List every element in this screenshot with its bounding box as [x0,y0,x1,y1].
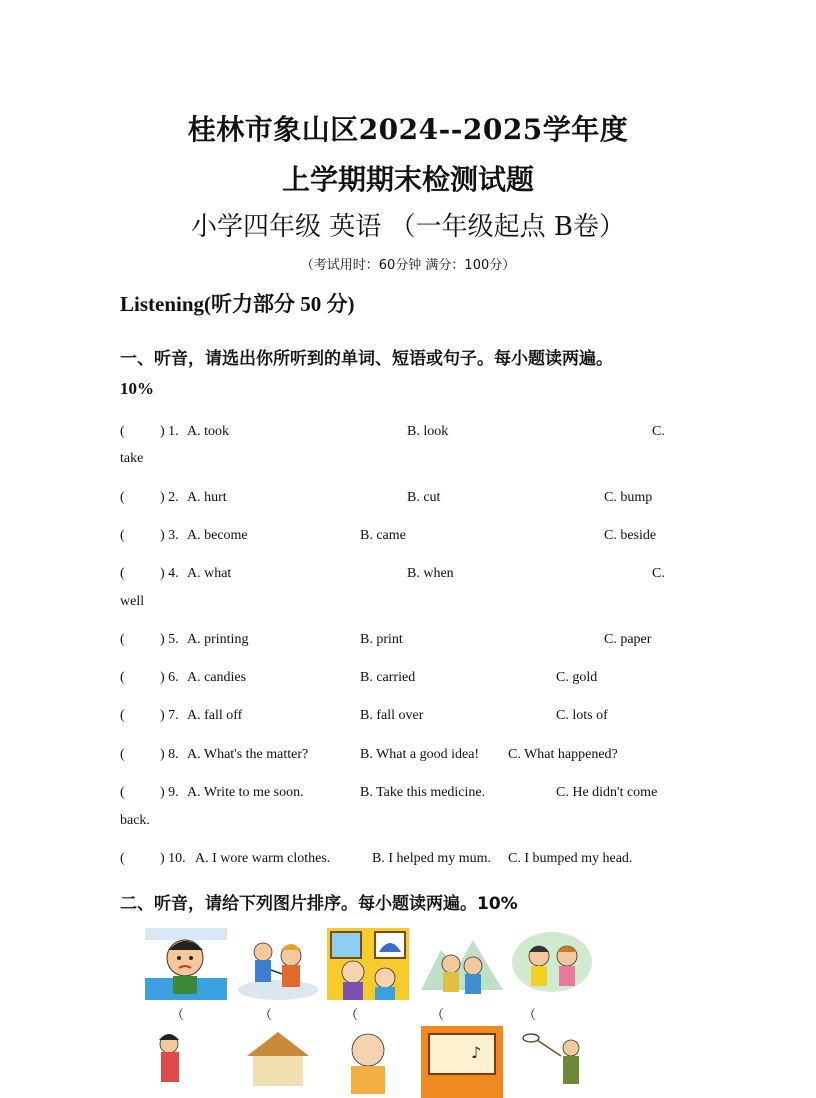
paren-open: ( [120,490,125,505]
option-c-wrap: well [120,594,145,609]
title-line-1: 桂林市象山区2024--2025学年度 [187,113,629,146]
title-line-3: 小学四年级 英语 （一年级起点 B卷） [191,212,625,242]
option-a: A. took [187,424,229,439]
option-b: B. carried [360,670,416,685]
question-number: ) 5. [160,632,179,647]
title-line-2: 上学期期末检测试题 [281,163,534,196]
paren-open: ( [120,632,125,647]
option-b: B. look [407,424,449,439]
option-c: C. gold [556,670,598,685]
option-c: C. He didn't come [556,785,658,800]
option-a: A. What's the matter? [187,747,309,762]
option-a: A. printing [187,632,249,647]
option-c-wrap: back. [120,813,150,828]
part2-title: 二、听音，请给下列图片排序。每小题读两遍。10% [120,894,518,914]
option-c-wrap: take [120,451,144,466]
paren-open: ( [120,528,125,543]
boy-hurt-head-picture [145,928,227,1000]
kids-hill-picture [421,930,503,1002]
paren-open: ( [120,424,125,439]
option-b: B. I helped my mum. [372,851,491,866]
option-a: A. Write to me soon. [187,785,304,800]
question-number: ) 10. [160,851,186,866]
paren-open: ( [120,670,125,685]
option-b: B. fall over [360,708,424,723]
option-c: C. lots of [556,708,608,723]
option-c: C. beside [604,528,657,543]
option-c: C. [652,424,665,439]
option-c: C. What happened? [508,747,618,762]
question-number: ) 8. [160,747,179,762]
option-a: A. hurt [187,490,227,505]
boy-net-picture [511,1026,593,1098]
option-b: B. when [407,566,454,581]
option-a: A. what [187,566,232,581]
option-a: A. candies [187,670,247,685]
girl-picture [145,1026,227,1098]
question-number: ) 3. [160,528,179,543]
question-number: ) 4. [160,566,179,581]
answer-blank-1[interactable]: （ [171,1007,185,1022]
question-number: ) 7. [160,708,179,723]
paren-open: ( [120,851,125,866]
kids-park-picture [511,928,593,1000]
option-c: C. paper [604,632,652,647]
option-c: C. I bumped my head. [508,851,633,866]
exam-note: （考试用时：60分钟 满分：100分） [300,258,516,273]
paren-open: ( [120,708,125,723]
paren-open: ( [120,566,125,581]
answer-blank-4[interactable]: （ [431,1007,445,1022]
option-b: B. What a good idea! [360,747,480,762]
svg-text:♪: ♪ [471,1043,482,1062]
question-number: ) 9. [160,785,179,800]
option-a: A. I wore warm clothes. [195,851,331,866]
music-room-picture [421,1026,503,1098]
option-a: A. fall off [187,708,243,723]
answer-blank-3[interactable]: （ [345,1007,359,1022]
option-b: B. Take this medicine. [360,785,486,800]
kids-snow-picture [237,930,319,1002]
option-b: B. print [360,632,403,647]
option-b: B. came [360,528,406,543]
option-b: B. cut [407,490,441,505]
paren-open: ( [120,747,125,762]
answer-blank-5[interactable]: （ [523,1007,537,1022]
paren-open: ( [120,785,125,800]
part1-score: 10% [120,379,154,398]
listening-heading: Listening(听力部分 50 分) [120,292,355,316]
option-c: C. [652,566,665,581]
question-number: ) 1. [160,424,179,439]
grandpa-picture [327,1026,409,1098]
option-a: A. become [187,528,248,543]
house-picture [237,1026,319,1098]
answer-blank-2[interactable]: （ [259,1007,273,1022]
option-c: C. bump [604,490,653,505]
question-number: ) 6. [160,670,179,685]
part1-title: 一、听音，请选出你所听到的单词、短语或句子。每小题读两遍。 [120,349,613,369]
question-number: ) 2. [160,490,179,505]
family-room-picture [327,928,409,1000]
